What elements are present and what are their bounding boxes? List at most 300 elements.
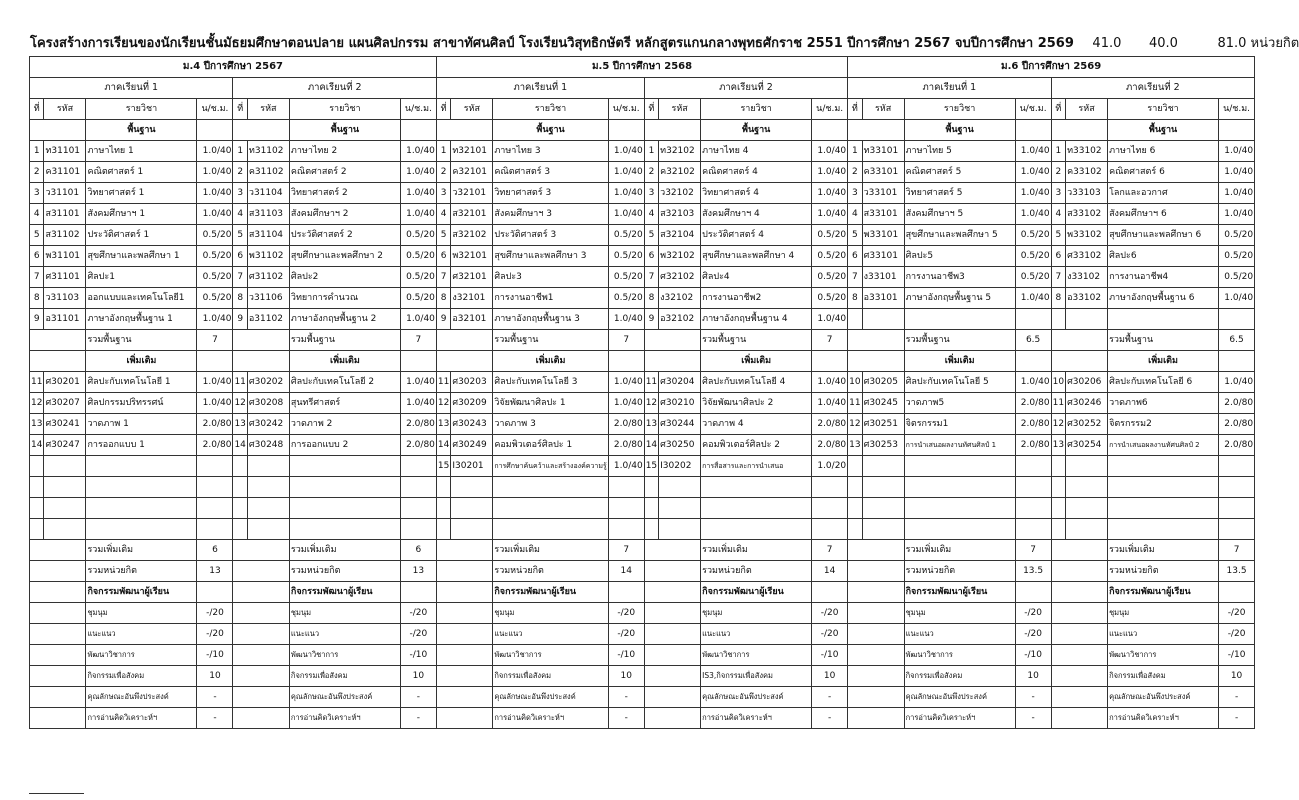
subject-code: I30202	[659, 456, 701, 477]
blank-cell	[904, 498, 1015, 519]
subject-number: 14	[644, 435, 658, 456]
subject-number: 8	[848, 288, 862, 309]
subject-number: 10	[848, 372, 862, 393]
subject-code: อ33102	[1066, 288, 1108, 309]
subject-name: ประวัติศาสตร์ 3	[493, 225, 608, 246]
subject-units: 1.0/40	[812, 183, 848, 204]
subject-number: 6	[436, 246, 450, 267]
extra-section-label: เพิ่มเติม	[1108, 351, 1219, 372]
subject-units: 2.0/80	[812, 435, 848, 456]
subject-name: ภาษาอังกฤษพื้นฐาน 3	[493, 309, 608, 330]
unit-total-value: 13	[197, 561, 233, 582]
activity-value: -/20	[400, 603, 436, 624]
activity-value: 10	[608, 666, 644, 687]
blank-cell	[1015, 120, 1051, 141]
blank-cell	[1108, 498, 1219, 519]
blank-cell	[436, 540, 492, 561]
blank-cell	[30, 330, 86, 351]
activity-name: การอ่านคิดวิเคราะห์ฯ	[493, 708, 608, 729]
subject-number: 5	[436, 225, 450, 246]
subject-units: 1.0/40	[812, 204, 848, 225]
subject-name: การงานอาชีพ1	[493, 288, 608, 309]
column-header-subject: รายวิชา	[1108, 99, 1219, 120]
blank-cell	[233, 120, 289, 141]
subject-code: ว33103	[1066, 183, 1108, 204]
activity-value: -/10	[400, 645, 436, 666]
subject-units: 2.0/80	[1015, 435, 1051, 456]
activity-value: -/10	[608, 645, 644, 666]
subject-code: ค32101	[451, 162, 493, 183]
blank-cell	[812, 582, 848, 603]
activity-value: -	[400, 708, 436, 729]
blank-cell	[436, 561, 492, 582]
activity-value: -	[400, 687, 436, 708]
activity-value: -/20	[608, 603, 644, 624]
subject-name: คณิตศาสตร์ 2	[289, 162, 400, 183]
column-header-no: ที่	[233, 99, 247, 120]
activity-name: คุณลักษณะอันพึงประสงค์	[1108, 687, 1219, 708]
extra-total-label: รวมเพิ่มเติม	[701, 540, 812, 561]
blank-cell	[86, 498, 197, 519]
activity-section-label: กิจกรรมพัฒนาผู้เรียน	[86, 582, 197, 603]
subject-units: 0.5/20	[197, 246, 233, 267]
subject-units: 1.0/40	[1015, 372, 1051, 393]
subject-name: ศิลปะ3	[493, 267, 608, 288]
blank-cell	[30, 666, 86, 687]
blank-cell	[493, 477, 608, 498]
blank-cell	[1051, 561, 1107, 582]
subject-units: 1.0/40	[197, 393, 233, 414]
basic-total-label: รวมพื้นฐาน	[1108, 330, 1219, 351]
subject-number: 3	[1051, 183, 1065, 204]
blank-cell	[608, 351, 644, 372]
blank-cell	[197, 351, 233, 372]
subject-name: ภาษาไทย 4	[701, 141, 812, 162]
blank-cell	[86, 519, 197, 540]
activity-value: -	[197, 687, 233, 708]
subject-name: ภาษาไทย 3	[493, 141, 608, 162]
activity-value: -	[1219, 708, 1255, 729]
activity-value: -/20	[1219, 624, 1255, 645]
subject-units: 1.0/20	[812, 456, 848, 477]
subject-units: 1.0/40	[608, 309, 644, 330]
subject-name: คอมพิวเตอร์ศิลปะ 2	[701, 435, 812, 456]
blank-cell	[848, 645, 904, 666]
subject-code: ท31102	[247, 141, 289, 162]
column-header-code: รหัส	[247, 99, 289, 120]
subject-code: ง33101	[862, 267, 904, 288]
subject-number	[1051, 456, 1065, 477]
basic-total-label: รวมพื้นฐาน	[904, 330, 1015, 351]
activity-name: ชุมนุม	[1108, 603, 1219, 624]
subject-number: 5	[644, 225, 658, 246]
subject-code: ส31104	[247, 225, 289, 246]
subject-units: 0.5/20	[400, 288, 436, 309]
activity-value: -	[197, 708, 233, 729]
subject-number: 12	[436, 393, 450, 414]
blank-cell	[812, 519, 848, 540]
subject-code: ว31101	[44, 183, 86, 204]
subject-units: 1.0/40	[400, 162, 436, 183]
subject-number: 9	[233, 309, 247, 330]
column-header-subject: รายวิชา	[904, 99, 1015, 120]
blank-cell	[1108, 477, 1219, 498]
subject-number: 9	[436, 309, 450, 330]
subject-units: 1.0/40	[1015, 183, 1051, 204]
activity-name: แนะแนว	[1108, 624, 1219, 645]
blank-cell	[233, 624, 289, 645]
blank-cell	[1066, 498, 1108, 519]
subject-name: สังคมศึกษาฯ 2	[289, 204, 400, 225]
subject-code	[1066, 456, 1108, 477]
activity-value: -	[608, 687, 644, 708]
subject-name: สุขศึกษาและพลศึกษา 4	[701, 246, 812, 267]
column-header-subject: รายวิชา	[493, 99, 608, 120]
subject-name: การนำเสนอผลงานทัศนศิลป์ 1	[904, 435, 1015, 456]
subject-code: ว31106	[247, 288, 289, 309]
blank-cell	[436, 624, 492, 645]
blank-cell	[644, 519, 658, 540]
subject-number: 3	[848, 183, 862, 204]
subject-code: I30201	[451, 456, 493, 477]
activity-value: -/20	[812, 603, 848, 624]
activity-value: -/20	[608, 624, 644, 645]
blank-cell	[400, 582, 436, 603]
activity-value: -/20	[812, 624, 848, 645]
subject-units: 1.0/40	[608, 162, 644, 183]
activity-name: แนะแนว	[904, 624, 1015, 645]
subject-units: 1.0/40	[608, 393, 644, 414]
blank-cell	[197, 120, 233, 141]
blank-cell	[701, 519, 812, 540]
subject-number: 11	[30, 372, 44, 393]
subject-code: ศ30207	[44, 393, 86, 414]
subject-number: 2	[848, 162, 862, 183]
blank-cell	[1051, 582, 1107, 603]
subject-number: 9	[30, 309, 44, 330]
activity-name: แนะแนว	[701, 624, 812, 645]
blank-cell	[197, 582, 233, 603]
blank-cell	[233, 603, 289, 624]
blank-cell	[30, 540, 86, 561]
subject-name: วาดภาพ 1	[86, 414, 197, 435]
subject-name: ศิลปะกับเทคโนโลยี 2	[289, 372, 400, 393]
blank-cell	[289, 498, 400, 519]
subject-code: ศ30241	[44, 414, 86, 435]
subject-units: 1.0/40	[812, 309, 848, 330]
subject-units: 2.0/80	[608, 414, 644, 435]
blank-cell	[197, 498, 233, 519]
subject-units: 1.0/40	[197, 141, 233, 162]
blank-cell	[1015, 351, 1051, 372]
subject-code: ศ33101	[862, 246, 904, 267]
blank-cell	[197, 519, 233, 540]
blank-cell	[30, 624, 86, 645]
subject-number	[233, 456, 247, 477]
subject-code: อ31102	[247, 309, 289, 330]
activity-value: -	[1015, 687, 1051, 708]
subject-name: การงานอาชีพ2	[701, 288, 812, 309]
subject-code: พ32102	[659, 246, 701, 267]
blank-cell	[1051, 603, 1107, 624]
blank-cell	[233, 498, 247, 519]
blank-cell	[400, 477, 436, 498]
subject-name	[1108, 309, 1219, 330]
subject-units: 0.5/20	[608, 225, 644, 246]
unit-total-label: รวมหน่วยกิต	[289, 561, 400, 582]
subject-units: 1.0/40	[812, 141, 848, 162]
subject-code: ศ30209	[451, 393, 493, 414]
subject-number	[30, 456, 44, 477]
activity-value: 10	[1219, 666, 1255, 687]
subject-code: ศ30210	[659, 393, 701, 414]
subject-code: ศ30202	[247, 372, 289, 393]
subject-number: 6	[848, 246, 862, 267]
subject-code: ส33102	[1066, 204, 1108, 225]
activity-name: กิจกรรมเพื่อสังคม	[493, 666, 608, 687]
subject-name: ศิลปกรรมปริทรรศน์	[86, 393, 197, 414]
blank-cell	[812, 351, 848, 372]
blank-cell	[436, 603, 492, 624]
subject-units: 1.0/40	[400, 183, 436, 204]
subject-code: ส31102	[44, 225, 86, 246]
subject-code: พ31101	[44, 246, 86, 267]
column-header-code: รหัส	[44, 99, 86, 120]
subject-units: 1.0/40	[812, 162, 848, 183]
blank-cell	[1015, 519, 1051, 540]
subject-name: วิจัยพัฒนาศิลปะ 1	[493, 393, 608, 414]
subject-number: 4	[848, 204, 862, 225]
subject-units: 1.0/40	[812, 393, 848, 414]
subject-number: 12	[644, 393, 658, 414]
subject-name: ภาษาไทย 2	[289, 141, 400, 162]
subject-code: ส33101	[862, 204, 904, 225]
activity-value: -/20	[197, 603, 233, 624]
subject-number: 13	[436, 414, 450, 435]
subject-code: อ31101	[44, 309, 86, 330]
blank-cell	[608, 477, 644, 498]
subject-units: 2.0/80	[1219, 393, 1255, 414]
activity-section-label: กิจกรรมพัฒนาผู้เรียน	[1108, 582, 1219, 603]
subject-units: 1.0/40	[197, 372, 233, 393]
subject-units: 0.5/20	[812, 288, 848, 309]
subject-units: 1.0/40	[1015, 288, 1051, 309]
extra-total-label: รวมเพิ่มเติม	[1108, 540, 1219, 561]
blank-cell	[436, 645, 492, 666]
subject-number	[848, 309, 862, 330]
blank-cell	[233, 687, 289, 708]
subject-units: 1.0/40	[608, 183, 644, 204]
subject-code: ศ30206	[1066, 372, 1108, 393]
blank-cell	[436, 582, 492, 603]
column-header-no: ที่	[644, 99, 658, 120]
subject-code: ศ30251	[862, 414, 904, 435]
unit-total-value: 13.5	[1015, 561, 1051, 582]
subject-units: 1.0/40	[197, 183, 233, 204]
blank-cell	[608, 120, 644, 141]
subject-number: 14	[233, 435, 247, 456]
subject-units: 0.5/20	[197, 267, 233, 288]
subject-code: ว32101	[451, 183, 493, 204]
blank-cell	[30, 351, 86, 372]
activity-value: -/20	[400, 624, 436, 645]
subject-code: ท32102	[659, 141, 701, 162]
subject-number: 2	[1051, 162, 1065, 183]
blank-cell	[659, 498, 701, 519]
subject-code: ว32102	[659, 183, 701, 204]
activity-value: -/20	[1219, 603, 1255, 624]
activity-name: การอ่านคิดวิเคราะห์ฯ	[1108, 708, 1219, 729]
activity-name: คุณลักษณะอันพึงประสงค์	[289, 687, 400, 708]
blank-cell	[44, 477, 86, 498]
activity-value: -/10	[1015, 645, 1051, 666]
blank-cell	[848, 540, 904, 561]
subject-name: วาดภาพ 3	[493, 414, 608, 435]
subject-number: 6	[1051, 246, 1065, 267]
subject-number: 4	[436, 204, 450, 225]
blank-cell	[848, 708, 904, 729]
subject-number: 9	[644, 309, 658, 330]
subject-code: ศ31101	[44, 267, 86, 288]
subject-code: ศ30204	[659, 372, 701, 393]
activity-name: พัฒนาวิชาการ	[86, 645, 197, 666]
activity-name: ชุมนุม	[493, 603, 608, 624]
column-header-code: รหัส	[862, 99, 904, 120]
blank-cell	[289, 519, 400, 540]
subject-code	[1066, 309, 1108, 330]
blank-cell	[812, 477, 848, 498]
unit-total-label: รวมหน่วยกิต	[493, 561, 608, 582]
subject-name: ภาษาอังกฤษพื้นฐาน 2	[289, 309, 400, 330]
blank-cell	[812, 120, 848, 141]
extra-section-label: เพิ่มเติม	[289, 351, 400, 372]
blank-cell	[862, 477, 904, 498]
blank-cell	[436, 477, 450, 498]
subject-units: 1.0/40	[608, 372, 644, 393]
blank-cell	[1051, 624, 1107, 645]
extra-total-label: รวมเพิ่มเติม	[289, 540, 400, 561]
blank-cell	[436, 120, 492, 141]
subject-code: ศ30253	[862, 435, 904, 456]
blank-cell	[848, 687, 904, 708]
subject-code: พ33101	[862, 225, 904, 246]
subject-number: 7	[644, 267, 658, 288]
blank-cell	[848, 351, 904, 372]
subject-units: 2.0/80	[400, 414, 436, 435]
subject-code: ศ30250	[659, 435, 701, 456]
blank-cell	[400, 498, 436, 519]
subject-units	[400, 456, 436, 477]
subject-units: 1.0/40	[1015, 141, 1051, 162]
basic-total-value: 6.5	[1219, 330, 1255, 351]
column-header-code: รหัส	[451, 99, 493, 120]
blank-cell	[30, 477, 44, 498]
subject-name: ศิลปะกับเทคโนโลยี 5	[904, 372, 1015, 393]
subject-number: 1	[848, 141, 862, 162]
subject-units: 2.0/80	[1015, 393, 1051, 414]
activity-name: ชุมนุม	[904, 603, 1015, 624]
subject-units: 1.0/40	[1219, 183, 1255, 204]
basic-section-label: พื้นฐาน	[701, 120, 812, 141]
subject-number: 4	[1051, 204, 1065, 225]
subject-code: ค31102	[247, 162, 289, 183]
subject-number: 15	[436, 456, 450, 477]
blank-cell	[904, 519, 1015, 540]
activity-name: กิจกรรมเพื่อสังคม	[1108, 666, 1219, 687]
subject-units: 1.0/40	[197, 309, 233, 330]
subject-units: 0.5/20	[1219, 267, 1255, 288]
subject-number	[1051, 309, 1065, 330]
blank-cell	[233, 708, 289, 729]
subject-code	[862, 309, 904, 330]
subject-code: ง33102	[1066, 267, 1108, 288]
subject-number: 6	[644, 246, 658, 267]
blank-cell	[644, 120, 700, 141]
subject-number: 5	[1051, 225, 1065, 246]
activity-value: -/20	[1015, 603, 1051, 624]
blank-cell	[1051, 708, 1107, 729]
activity-name: การอ่านคิดวิเคราะห์ฯ	[289, 708, 400, 729]
blank-cell	[848, 582, 904, 603]
blank-cell	[644, 603, 700, 624]
column-header-subject: รายวิชา	[86, 99, 197, 120]
subject-code: ส31101	[44, 204, 86, 225]
blank-cell	[1051, 540, 1107, 561]
subject-number: 4	[644, 204, 658, 225]
subject-units: 1.0/40	[197, 162, 233, 183]
subject-name: วิทยาศาสตร์ 4	[701, 183, 812, 204]
subject-number: 8	[1051, 288, 1065, 309]
blank-cell	[233, 540, 289, 561]
blank-cell	[1051, 351, 1107, 372]
subject-units: 2.0/80	[608, 435, 644, 456]
subject-name: ศิลปะกับเทคโนโลยี 4	[701, 372, 812, 393]
subject-code: อ32101	[451, 309, 493, 330]
document-title	[30, 35, 1299, 53]
column-header-unit: น/ช.ม.	[400, 99, 436, 120]
blank-cell	[1051, 687, 1107, 708]
subject-code: ศ30248	[247, 435, 289, 456]
activity-section-label: กิจกรรมพัฒนาผู้เรียน	[701, 582, 812, 603]
subject-name: โลกและอวกาศ	[1108, 183, 1219, 204]
subject-units: 1.0/40	[1015, 204, 1051, 225]
subject-name	[1108, 456, 1219, 477]
subject-name: สุขศึกษาและพลศึกษา 2	[289, 246, 400, 267]
subject-units: 2.0/80	[812, 414, 848, 435]
blank-cell	[247, 498, 289, 519]
column-header-no: ที่	[436, 99, 450, 120]
activity-value: 10	[197, 666, 233, 687]
subject-name: ออกแบบและเทคโนโลยี1	[86, 288, 197, 309]
activity-name: พัฒนาวิชาการ	[289, 645, 400, 666]
blank-cell	[436, 666, 492, 687]
subject-number: 6	[30, 246, 44, 267]
activity-value: -/20	[1015, 624, 1051, 645]
subject-name: ศิลปะกับเทคโนโลยี 3	[493, 372, 608, 393]
basic-total-label: รวมพื้นฐาน	[289, 330, 400, 351]
subject-number: 3	[644, 183, 658, 204]
subject-code: ส32103	[659, 204, 701, 225]
subject-name: ประวัติศาสตร์ 1	[86, 225, 197, 246]
activity-name: แนะแนว	[493, 624, 608, 645]
blank-cell	[233, 519, 247, 540]
subject-units	[1219, 456, 1255, 477]
blank-cell	[1219, 519, 1255, 540]
blank-cell	[436, 519, 450, 540]
subject-name: ภาษาไทย 6	[1108, 141, 1219, 162]
subject-name: สุนทรีศาสตร์	[289, 393, 400, 414]
blank-cell	[1051, 498, 1065, 519]
